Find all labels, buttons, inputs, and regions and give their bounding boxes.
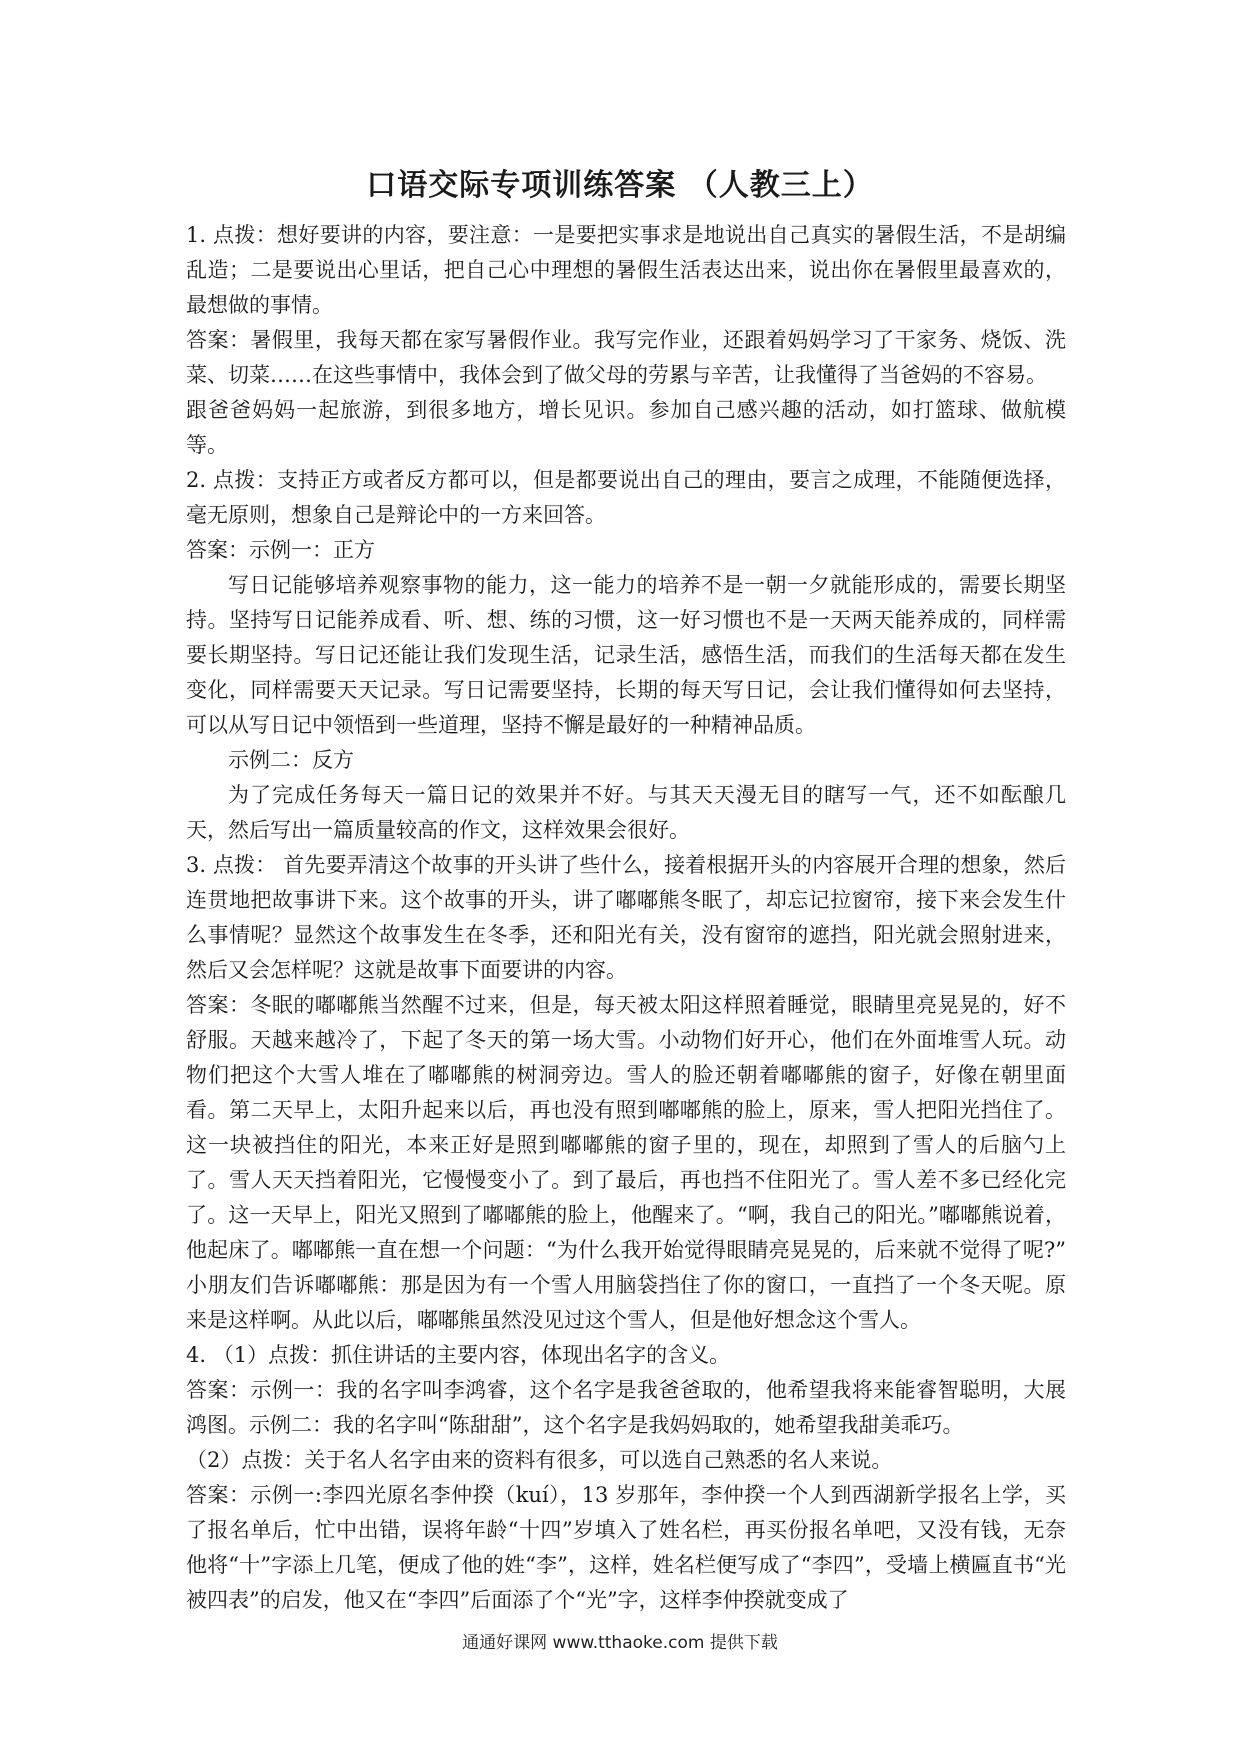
hint-3: 3. 点拨： 首先要弄清这个故事的开头讲了些什么，接着根据开头的内容展开合理的想象，然后连贯地把故事讲下来。这个故事的开头，讲了嘟嘟熊冬眠了，却忘记拉窗帘，接下来会发生什么事情呢？显然这个故事发生在冬季，还和阳光有关，没有窗帘的遮挡，阳光就会照射进来，然后又会怎样呢？这就是故事下面要讲的内容。 <box>186 853 1066 982</box>
hint-1: 1. 点拨：想好要讲的内容，要注意：一是要把实事求是地说出自己真实的暑假生活，不是胡编乱造；二是要说出心里话，把自己心中理想的暑假生活表达出来，说出你在暑假里最喜欢的，最想做的事情。 <box>186 223 1066 317</box>
answer-1-extra: 跟爸爸妈妈一起旅游，到很多地方，增长见识。参加自己感兴趣的活动，如打篮球、做航模等。 <box>186 398 1066 457</box>
page-title: 口语交际专项训练答案 （人教三上） <box>366 168 874 203</box>
answer-2-example-1-label: 答案：示例一：正方 <box>186 538 375 562</box>
answer-4-2: 答案：示例一:李四光原名李仲揆（kuí），13 岁那年，李仲揆一个人到西湖新学报名上学，买了报名单后，忙中出错，误将年龄“十四”岁填入了姓名栏，再买份报名单吧，又没有钱，无奈他将“十”字添上几笔，便成了他的姓“李”，这样，姓名栏便写成了“李四”，受墙上横匾直书“光被四表”的启发，他又在“李四”后面添了个“光”字，这样李仲揆就变成了 <box>186 1483 1066 1612</box>
hint-4-2: （2）点拨：关于名人名字由来的资料有很多，可以选自己熟悉的名人来说。 <box>186 1448 893 1472</box>
answer-2-example-1-text: 写日记能够培养观察事物的能力，这一能力的培养不是一朝一夕就能形成的，需要长期坚持。坚持写日记能养成看、听、想、练的习惯，这一好习惯也不是一天两天能养成的，同样需要长期坚持。写日记还能让我们发现生活，记录生活，感悟生活，而我们的生活每天都在发生变化，同样需要天天记录。写日记需要坚持，长期的每天写日记，会让我们懂得如何去坚持，可以从写日记中领悟到一些道理，坚持不懈是最好的一种精神品质。 <box>186 573 1066 737</box>
answer-4-1: 答案：示例一：我的名字叫李鸿睿，这个名字是我爸爸取的，他希望我将来能睿智聪明，大展鸿图。示例二：我的名字叫“陈甜甜”，这个名字是我妈妈取的，她希望我甜美乖巧。 <box>186 1378 1066 1437</box>
hint-2: 2. 点拨：支持正方或者反方都可以，但是都要说出自己的理由，要言之成理，不能随便选择，毫无原则，想象自己是辩论中的一方来回答。 <box>186 468 1066 527</box>
answer-2-example-2-text: 为了完成任务每天一篇日记的效果并不好。与其天天漫无目的瞎写一气，还不如酝酿几天，然后写出一篇质量较高的作文，这样效果会很好。 <box>186 783 1066 842</box>
page-footer: 通通好课网 www.tthaoke.com 提供下载 <box>462 1633 778 1653</box>
answer-1: 答案：暑假里，我每天都在家写暑假作业。我写完作业，还跟着妈妈学习了干家务、烧饭、洗菜、切菜……在这些事情中，我体会到了做父母的劳累与辛苦，让我懂得了当爸妈的不容易。 <box>186 328 1066 387</box>
answer-3: 答案：冬眠的嘟嘟熊当然醒不过来，但是，每天被太阳这样照着睡觉，眼睛里亮晃晃的，好不舒服。天越来越冷了，下起了冬天的第一场大雪。小动物们好开心，他们在外面堆雪人玩。动物们把这个大雪人堆在了嘟嘟熊的树洞旁边。雪人的脸还朝着嘟嘟熊的窗子，好像在朝里面看。第二天早上，太阳升起来以后，再也没有照到嘟嘟熊的脸上，原来，雪人把阳光挡住了。这一块被挡住的阳光，本来正好是照到嘟嘟熊的窗子里的，现在，却照到了雪人的后脑勺上了。雪人天天挡着阳光，它慢慢变小了。到了最后，再也挡不住阳光了。雪人差不多已经化完了。这一天早上，阳光又照到了嘟嘟熊的脸上，他醒来了。“啊，我自己的阳光。”嘟嘟熊说着，他起床了。嘟嘟熊一直在想一个问题：“为什么我开始觉得眼睛亮晃晃的，后来就不觉得了呢?” 小朋友们告诉嘟嘟熊：那是因为有一个雪人用脑袋挡住了你的窗口，一直挡了一个冬天呢。原来是这样啊。从此以后，嘟嘟熊虽然没见过这个雪人，但是他好想念这个雪人。 <box>186 993 1066 1332</box>
hint-4-1: 4. （1）点拨：抓住讲话的主要内容，体现出名字的含义。 <box>186 1343 731 1367</box>
answer-2-example-2-label: 示例二：反方 <box>228 748 354 772</box>
answer-body <box>186 218 1066 1618</box>
